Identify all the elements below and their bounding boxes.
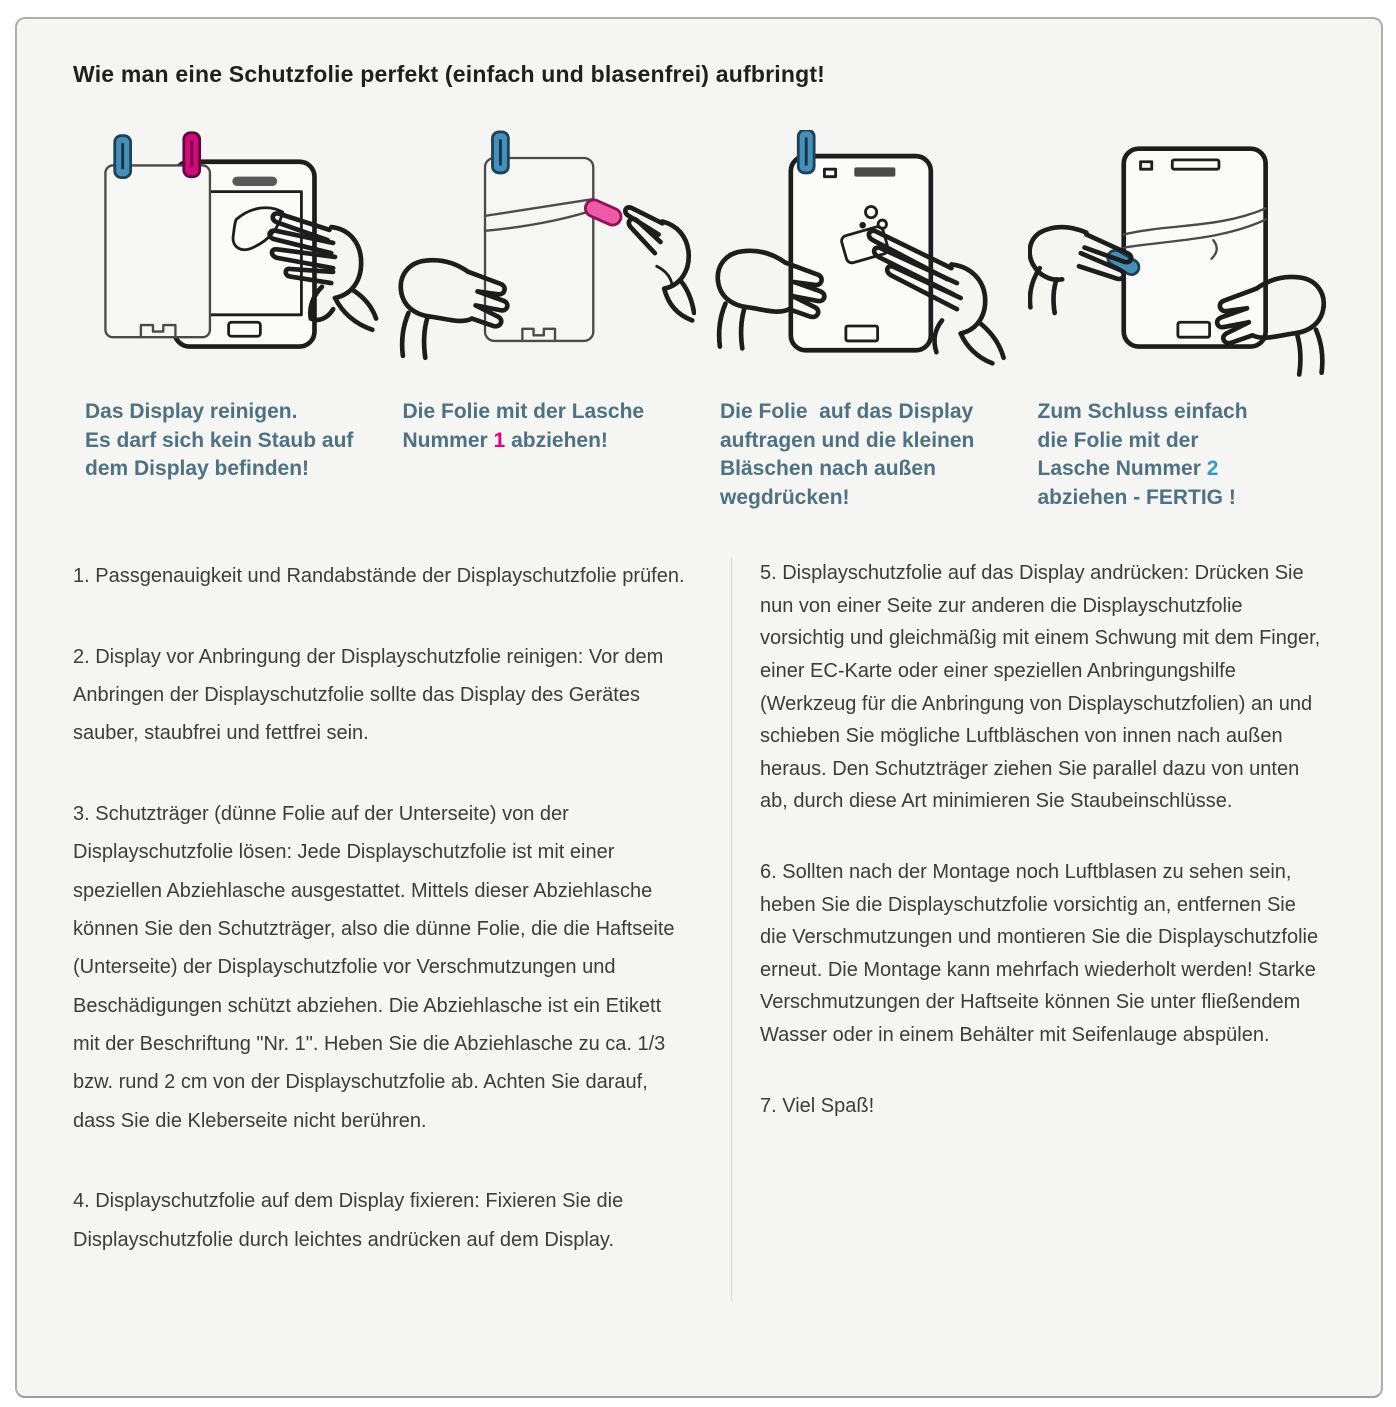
instructions-left-column bbox=[73, 557, 731, 1301]
blue-tab bbox=[492, 132, 508, 173]
page-title: Wie man eine Schutzfolie perfekt (einfach und blasenfrei) aufbringt! bbox=[73, 61, 826, 87]
instruction-item-1: 1. Passgenauigkeit und Randabstände der Displayschutzfolie prüfen. bbox=[73, 565, 685, 588]
instruction-item-3: 3. Schutzträger (dünne Folie auf der Unterseite) von der Displayschutzfolie lösen: Jede Displayschutzfolie ist mit einer speziellen Abziehlasche ausgestattet. Mittels dieser Abziehlasche können Sie den Schutzträger, also die dünne Folie, die die Haftseite (Unterseite) der Displayschutzfolie vor Verschmutzungen und Beschädigungen schützt abziehen. Die Abziehlasche ist ein Etikett mit der Beschriftung "Nr. 1". Heben Sie die Abziehlasche zu ca. 1/3 bzw. rund 2 cm von der Displayschutzfolie ab. Achten Sie darauf, dass Sie die Kleberseite nicht berühren. bbox=[73, 802, 675, 1132]
instruction-item-2: 2. Display vor Anbringung der Displayschutzfolie reinigen: Vor dem Anbringen der Displayschutzfolie sollte das Display des Gerätes sauber, staubfrei und fettfrei sein. bbox=[73, 645, 664, 745]
instruction-card bbox=[15, 17, 1383, 1398]
panel-clean-display bbox=[75, 130, 379, 512]
phone-outline bbox=[1123, 149, 1265, 347]
caption-2: Die Folie mit der Lasche Nummer 1 abziehen! bbox=[402, 400, 645, 452]
instructions-section bbox=[73, 557, 1341, 1301]
panel-remove-tab-2 bbox=[1028, 130, 1332, 512]
caption-4: Zum Schluss einfach die Folie mit der Lasche Nummer 2 abziehen - FERTIG ! bbox=[1037, 400, 1248, 509]
accent-number-1: 1 bbox=[493, 428, 506, 452]
instruction-item-7: 7. Viel Spaß! bbox=[760, 1094, 875, 1117]
screen-protector-film bbox=[105, 165, 210, 337]
pinching-hand-left bbox=[1029, 227, 1130, 313]
peel-liner-tab1-illustration bbox=[393, 130, 697, 382]
panel-peel-tab-1 bbox=[393, 130, 697, 512]
pink-tab bbox=[184, 133, 200, 177]
accent-number-2: 2 bbox=[1206, 457, 1219, 481]
phone-outline bbox=[791, 156, 931, 350]
panel-press-bubbles bbox=[710, 130, 1014, 512]
pinching-hand-right bbox=[625, 207, 694, 320]
blue-tab bbox=[115, 136, 131, 178]
apply-film-press-bubbles-illustration bbox=[710, 130, 1014, 382]
illustration-row bbox=[75, 130, 1331, 512]
instruction-item-6: 6. Sollten nach der Montage noch Luftblasen zu sehen sein, heben Sie die Displayschutzfolie vorsichtig an, entfernen Sie die Verschmutzungen und montieren Sie die Displayschutzfolie erneut. Die Montage kann mehrfach wiederholt werden! Starke Verschmutzungen der Haftseite können Sie unter fließendem Wasser oder in einem Behälter mit Seifenlauge abspülen. bbox=[760, 860, 1319, 1046]
clean-display-illustration bbox=[75, 130, 379, 382]
blue-tab bbox=[798, 130, 814, 173]
caption-1: Das Display reinigen. Es darf sich kein Staub auf dem Display befinden! bbox=[85, 400, 354, 481]
instructions-right-column bbox=[731, 557, 1341, 1301]
remove-top-liner-tab2-illustration bbox=[1028, 130, 1332, 382]
caption-3: Die Folie auf das Display auftragen und die kleinen Bläschen nach außen wegdrücken! bbox=[720, 400, 975, 509]
instruction-item-5: 5. Displayschutzfolie auf das Display andrücken: Drücken Sie nun von einer Seite zur anderen die Displayschutzfolie vorsichtig und gleichmäßig mit einem Schwung mit dem Finger, einer EC-Karte oder einer speziellen Anbringungshilfe (Werkzeug für die Anbringung von Displayschutzfolien) an und schieben Sie mögliche Luftbläschen von innen nach außen heraus. Den Schutzträger ziehen Sie parallel dazu von unten ab, durch diese Art minimieren Sie Staubeinschlüsse. bbox=[760, 562, 1321, 813]
screen-protector-film bbox=[485, 158, 593, 341]
instruction-item-4: 4. Displayschutzfolie auf dem Display fixieren: Fixieren Sie die Displayschutzfolie durch leichtes andrücken auf dem Display. bbox=[73, 1190, 624, 1251]
